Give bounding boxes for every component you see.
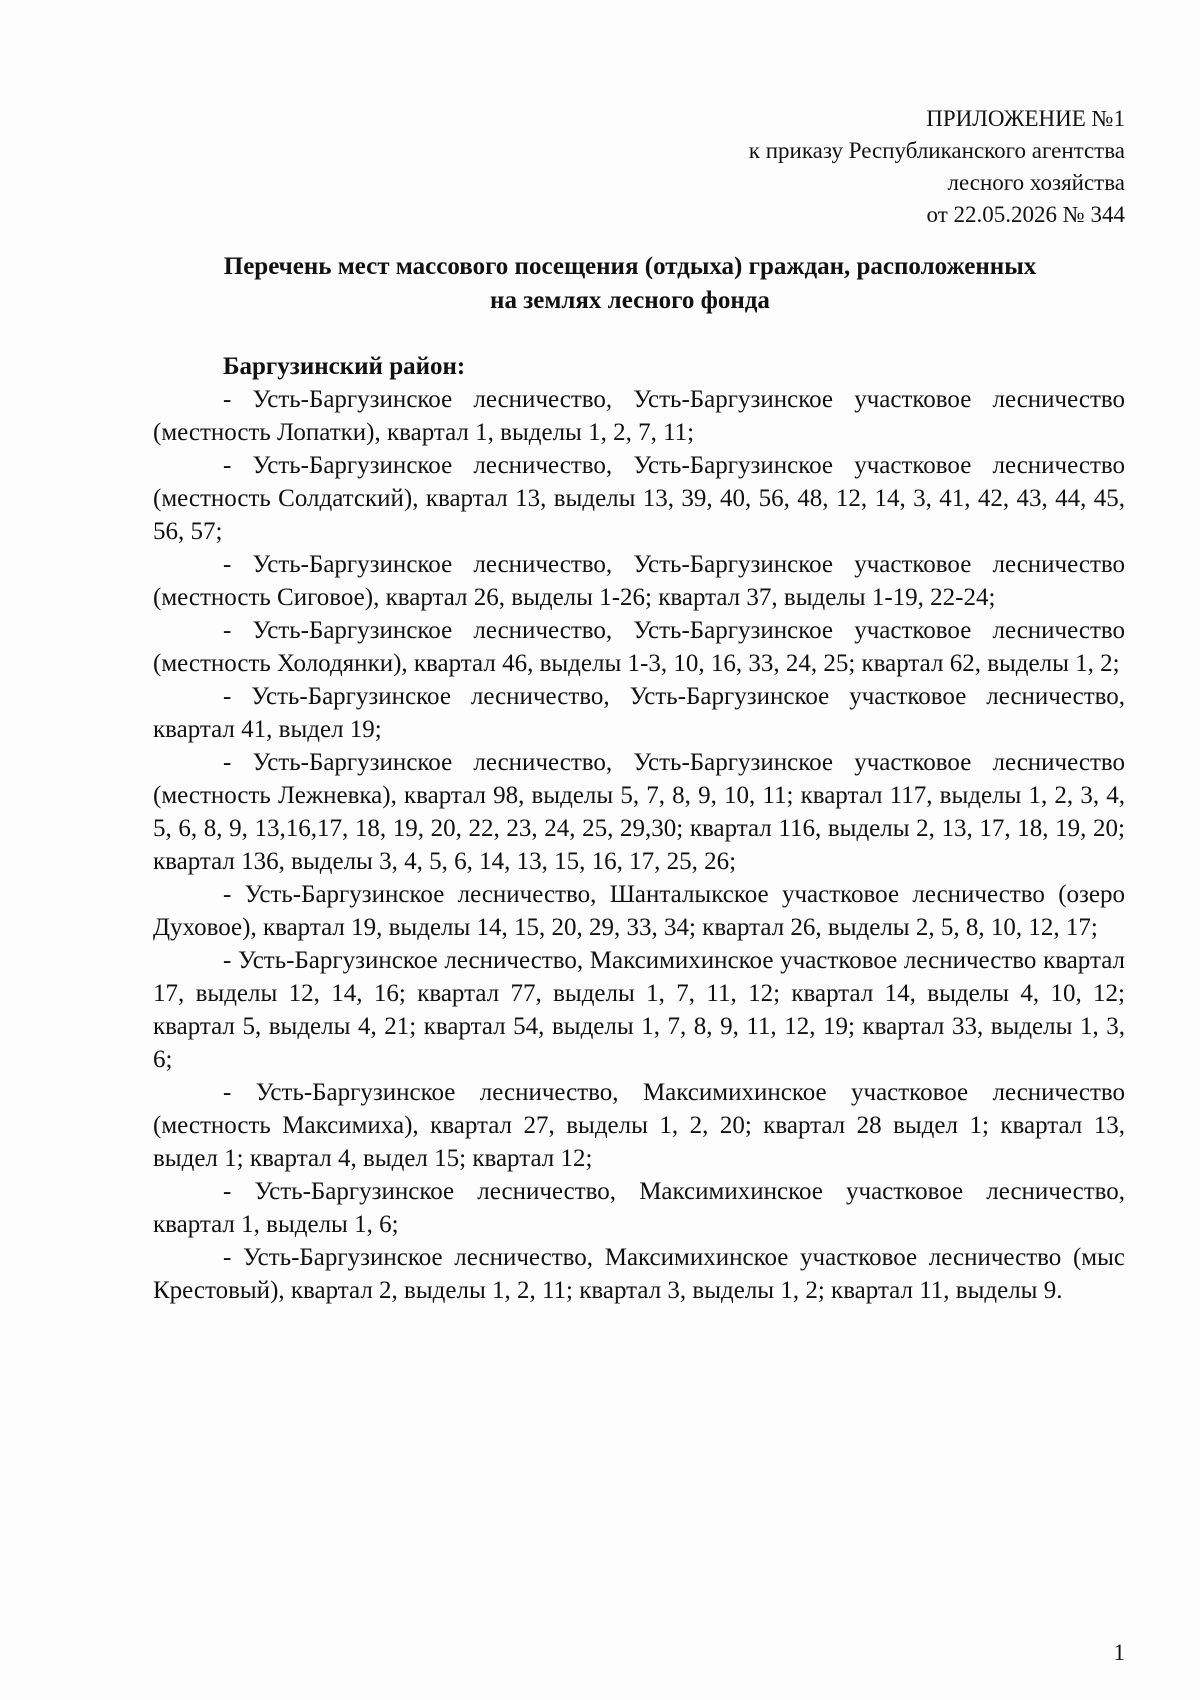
page-number: 1: [1113, 1640, 1125, 1665]
list-item: - Усть-Баргузинское лесничество, Шанталыкское участковое лесничество (озеро Духовое), квартал 19, выделы 14, 15, 20, 29, 33, 34; квартал 26, выделы 2, 5, 8, 10, 12, 17;: [153, 881, 1125, 941]
list-item: - Усть-Баргузинское лесничество, Максимихинское участковое лесничество (мыс Крестовый), квартал 2, выделы 1, 2, 11; квартал 3, выделы 1, 2; квартал 11, выделы 9.: [153, 1244, 1125, 1304]
title-line-2: на землях лесного фонда: [490, 287, 770, 314]
appendix-header: [749, 103, 1125, 231]
list-item: - Усть-Баргузинское лесничество, Усть-Баргузинское участковое лесничество (местность Сиговое), квартал 26, выделы 1-26; квартал 37, выделы 1-19, 22-24;: [153, 551, 1125, 611]
list-item: - Усть-Баргузинское лесничество, Максимихинское участковое лесничество, квартал 1, выделы 1, 6;: [153, 1178, 1125, 1238]
appendix-order-ref: к приказу Республиканского агентства: [748, 138, 1125, 163]
appendix-date: от 22.05.2026 № 344: [926, 202, 1125, 227]
list-item: - Усть-Баргузинское лесничество, Максимихинское участковое лесничество квартал 17, выделы 12, 14, 16; квартал 77, выделы 1, 7, 11, 12; квартал 14, выделы 4, 10, 12; квартал 5, выделы 4, 21; квартал 54, выделы 1, 7, 8, 9, 11, 12, 19; квартал 33, выделы 1, 3, 6;: [153, 947, 1125, 1073]
document-body: [153, 350, 1125, 1307]
document-title: [150, 250, 1110, 318]
list-item: - Усть-Баргузинское лесничество, Усть-Баргузинское участковое лесничество (местность Солдатский), квартал 13, выделы 13, 39, 40, 56, 48, 12, 14, 3, 41, 42, 43, 44, 45, 56, 57;: [153, 452, 1125, 545]
list-item: - Усть-Баргузинское лесничество, Усть-Баргузинское участковое лесничество (местность Лежневка), квартал 98, выделы 5, 7, 8, 9, 10, 11; квартал 117, выделы 1, 2, 3, 4, 5, 6, 8, 9, 13,16,17, 18, 19, 20, 22, 23, 24, 25, 29,30; квартал 116, выделы 2, 13, 17, 18, 19, 20; квартал 136, выделы 3, 4, 5, 6, 14, 13, 15, 16, 17, 25, 26;: [153, 749, 1125, 875]
list-item: - Усть-Баргузинское лесничество, Усть-Баргузинское участковое лесничество (местность Лопатки), квартал 1, выделы 1, 2, 7, 11;: [153, 386, 1125, 446]
list-item: - Усть-Баргузинское лесничество, Усть-Баргузинское участковое лесничество (местность Холодянки), квартал 46, выделы 1-3, 10, 16, 33, 24, 25; квартал 62, выделы 1, 2;: [153, 617, 1125, 677]
district-heading: Баргузинский район:: [223, 353, 466, 380]
appendix-agency: лесного хозяйства: [947, 170, 1125, 195]
title-line-1: Перечень мест массового посещения (отдыха) граждан, расположенных: [223, 253, 1037, 280]
list-item: - Усть-Баргузинское лесничество, Максимихинское участковое лесничество (местность Максимиха), квартал 27, выделы 1, 2, 20; квартал 28 выдел 1; квартал 13, выдел 1; квартал 4, выдел 15; квартал 12;: [153, 1079, 1125, 1172]
appendix-number: ПРИЛОЖЕНИЕ №1: [926, 106, 1125, 131]
list-item: - Усть-Баргузинское лесничество, Усть-Баргузинское участковое лесничество, квартал 41, выдел 19;: [153, 683, 1125, 743]
